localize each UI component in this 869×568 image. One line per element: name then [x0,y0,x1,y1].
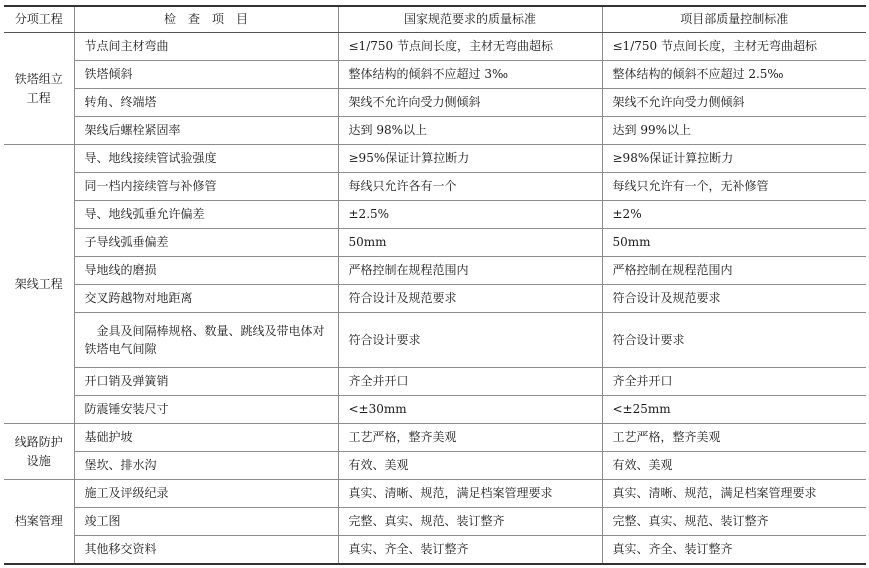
table-row [4,257,866,285]
national-standard-cell: 符合设计要求 [338,313,602,368]
header-check-item: 检 查 项 目 [74,6,338,33]
national-standard-cell: 有效、美观 [338,452,602,480]
check-item-cell: 铁塔倾斜 [74,61,338,89]
table-row [4,201,866,229]
check-item-cell: 架线后螺栓紧固率 [74,117,338,145]
national-standard-cell: ±2.5% [338,201,602,229]
table-row [4,229,866,257]
table-row [4,313,866,368]
table-row [4,285,866,313]
table-row [4,368,866,396]
check-item-cell: 竣工图 [74,508,338,536]
header-project-standard: 项目部质量控制标准 [602,6,866,33]
national-standard-cell: 完整、真实、规范、装订整齐 [338,508,602,536]
category-cell: 架线工程 [4,145,74,424]
table-row [4,173,866,201]
check-item-cell: 防震锤安装尺寸 [74,396,338,424]
table-row [4,508,866,536]
project-standard-cell: 架线不允许向受力侧倾斜 [602,89,866,117]
national-standard-cell: ≥95%保证计算拉断力 [338,145,602,173]
project-standard-cell: 齐全并开口 [602,368,866,396]
table-row [4,452,866,480]
check-item-cell: 导地线的磨损 [74,257,338,285]
check-item-cell: 转角、终端塔 [74,89,338,117]
category-cell: 档案管理 [4,480,74,565]
project-standard-cell: 真实、清晰、规范，满足档案管理要求 [602,480,866,508]
table-row [4,145,866,173]
check-item-cell: 其他移交资料 [74,536,338,565]
project-standard-cell: 50mm [602,229,866,257]
national-standard-cell: 工艺严格，整齐美观 [338,424,602,452]
check-item-cell: 导、地线接续管试验强度 [74,145,338,173]
national-standard-cell: 整体结构的倾斜不应超过 3‰ [338,61,602,89]
table-row [4,396,866,424]
project-standard-cell: 严格控制在规程范围内 [602,257,866,285]
table-row [4,117,866,145]
header-category: 分项工程 [4,6,74,33]
project-standard-cell: ≥98%保证计算拉断力 [602,145,866,173]
national-standard-cell: 严格控制在规程范围内 [338,257,602,285]
project-standard-cell: 有效、美观 [602,452,866,480]
check-item-cell: 交叉跨越物对地距离 [74,285,338,313]
project-standard-cell: ≤1/750 节点间长度，主材无弯曲超标 [602,33,866,61]
project-standard-cell: 符合设计及规范要求 [602,285,866,313]
national-standard-cell: 符合设计及规范要求 [338,285,602,313]
project-standard-cell: 完整、真实、规范、装订整齐 [602,508,866,536]
project-standard-cell: 工艺严格，整齐美观 [602,424,866,452]
national-standard-cell: 达到 98%以上 [338,117,602,145]
quality-standards-table [4,5,866,565]
table-row [4,33,866,61]
national-standard-cell: 50mm [338,229,602,257]
table-row [4,424,866,452]
check-item-cell: 堡坎、排水沟 [74,452,338,480]
check-item-cell: 施工及评级纪录 [74,480,338,508]
national-standard-cell: ≤1/750 节点间长度，主材无弯曲超标 [338,33,602,61]
check-item-cell: 节点间主材弯曲 [74,33,338,61]
category-cell: 线路防护设施 [4,424,74,480]
national-standard-cell: 每线只允许各有一个 [338,173,602,201]
header-national-standard: 国家规范要求的质量标准 [338,6,602,33]
project-standard-cell: 每线只允许有一个，无补修管 [602,173,866,201]
project-standard-cell: <±25mm [602,396,866,424]
project-standard-cell: 整体结构的倾斜不应超过 2.5‰ [602,61,866,89]
project-standard-cell: ±2% [602,201,866,229]
national-standard-cell: <±30mm [338,396,602,424]
check-item-cell: 开口销及弹簧销 [74,368,338,396]
check-item-cell: 金具及间隔棒规格、数量、跳线及带电体对铁塔电气间隙 [74,313,338,368]
check-item-cell: 子导线弧垂偏差 [74,229,338,257]
national-standard-cell: 架线不允许向受力侧倾斜 [338,89,602,117]
national-standard-cell: 齐全并开口 [338,368,602,396]
project-standard-cell: 符合设计要求 [602,313,866,368]
national-standard-cell: 真实、齐全、装订整齐 [338,536,602,565]
check-item-cell: 基础护坡 [74,424,338,452]
table-row [4,89,866,117]
table-row [4,480,866,508]
table-row [4,536,866,565]
project-standard-cell: 达到 99%以上 [602,117,866,145]
project-standard-cell: 真实、齐全、装订整齐 [602,536,866,565]
category-cell: 铁塔组立工程 [4,33,74,145]
header-row [4,6,866,33]
check-item-cell: 同一档内接续管与补修管 [74,173,338,201]
check-item-cell: 导、地线弧垂允许偏差 [74,201,338,229]
national-standard-cell: 真实、清晰、规范，满足档案管理要求 [338,480,602,508]
table-row [4,61,866,89]
